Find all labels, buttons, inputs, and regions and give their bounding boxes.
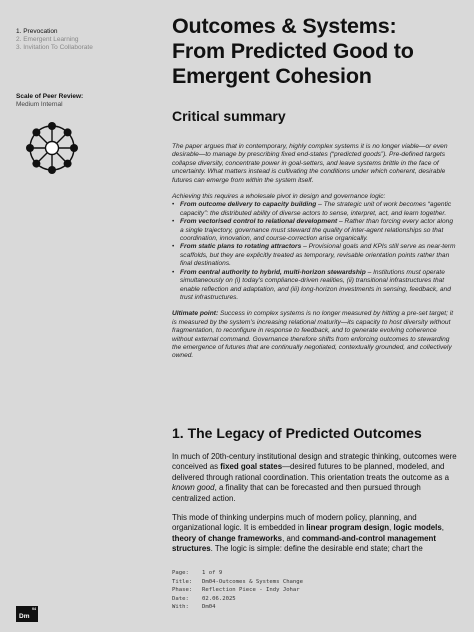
page-title — [172, 14, 458, 89]
summary-bullets — [172, 201, 458, 302]
title-line-2: From Predicted Good to — [172, 39, 414, 63]
sidebar — [16, 28, 156, 109]
summary-bullet: • From central authority to hybrid, multi-horizon stewardship – Institutions must operate simultaneously on (i) today’s compliance-driven realities, (ii) transitional infrastructures that enable reflection and adaptation, and (iii) long-horizon investments in sensing, feedback, and trust infrastructures. — [180, 269, 458, 303]
review-scale-label: Scale of Peer Review: — [16, 93, 84, 100]
section-body — [172, 452, 458, 564]
table-of-contents — [16, 28, 156, 52]
footer-row-date: Date: 02.06.2025 — [172, 595, 236, 602]
toc-item-invitation[interactable]: 3. Invitation To Collaborate — [16, 44, 93, 51]
summary-bullet: • From static plans to rotating attractors – Provisional goals and KPIs still serve as near-term scaffolds, but they are explicitly treated as temporary, revisable orientation points rather than final destinations. — [180, 243, 458, 268]
critical-summary-heading: Critical summary — [172, 108, 286, 124]
title-line-3: Emergent Cohesion — [172, 64, 372, 88]
body-paragraph-1: In much of 20th-century institutional design and strategic thinking, outcomes were conceived as fixed goal states—desired futures to be planned, modeled, and delivered through rational coordination. This orientation treats the outcome as a known good, a finality that can be forecasted and then pursued through centralized action. — [172, 452, 457, 503]
title-line-1: Outcomes & Systems: — [172, 14, 397, 38]
summary-paragraph-2: Achieving this requires a wholesale pivot in design and governance logic: — [172, 193, 386, 201]
document-footer — [172, 569, 303, 612]
section-heading: 1. The Legacy of Predicted Outcomes — [172, 425, 422, 441]
review-scale-value: Medium Internal — [16, 101, 63, 108]
toc-item-emergent-learning[interactable]: 2. Emergent Learning — [16, 36, 79, 43]
main-content — [172, 14, 458, 369]
footer-row-page: Page: 1 of 9 — [172, 570, 223, 576]
footer-row-title: Title: Dm04-Outcomes & Systems Change — [172, 578, 304, 585]
body-paragraph-2: This mode of thinking underpins much of modern policy, planning, and organizational logic. It is embedded in linear program design, logic models, theory of change frameworks, and command-and-control management structures. The logic is simple: define the desirable end state; chart the — [172, 513, 444, 554]
peer-review-scale-icon — [20, 116, 84, 180]
summary-bullet: • From vectorised control to relational development – Rather than forcing every actor along a single trajectory, governance must steward the quality of inter-agent relationships so that coordination, innovation, and course-correction arise organically. — [180, 218, 458, 243]
critical-summary — [172, 143, 458, 361]
summary-paragraph-1: The paper argues that in contemporary, highly complex systems it is no longer viable—or even desirable—to manage by prescribing fixed end-states (“predicted goods”). Pre-defined targets collapse diversity, concentrate power in goal-setters, and leave systems brittle in the face of uncertainty. What matters instead is cultivating the conditions under which coherent, desirable futures can emerge from within the system itself. — [172, 143, 448, 184]
toc-item-prevocation[interactable]: 1. Prevocation — [16, 28, 58, 35]
summary-bullet: • From outcome delivery to capacity building – The strategic unit of work becomes “agentic capacity”: the distributed ability of diverse actors to sense, interpret, act, and learn together. — [180, 201, 458, 218]
footer-row-with: With: Dm04 — [172, 604, 216, 611]
summary-ultimate-point: Ultimate point: Success in complex systems is no longer measured by hitting a pre-set target; it is measured by the system’s increasing relational maturity—its capacity to host diversity without fragmentation, to reconfigure in response to feedback, and to generate evolving coherence without external command. Governance therefore shifts from enforcing outcomes to stewarding the emergence of futures that are continually negotiated, contextually grounded, and collectively owned. — [172, 310, 454, 360]
dm04-logo: Dm 04 — [16, 606, 38, 622]
footer-row-phase: Phase: Reflection Piece - Indy Johar — [172, 587, 300, 594]
